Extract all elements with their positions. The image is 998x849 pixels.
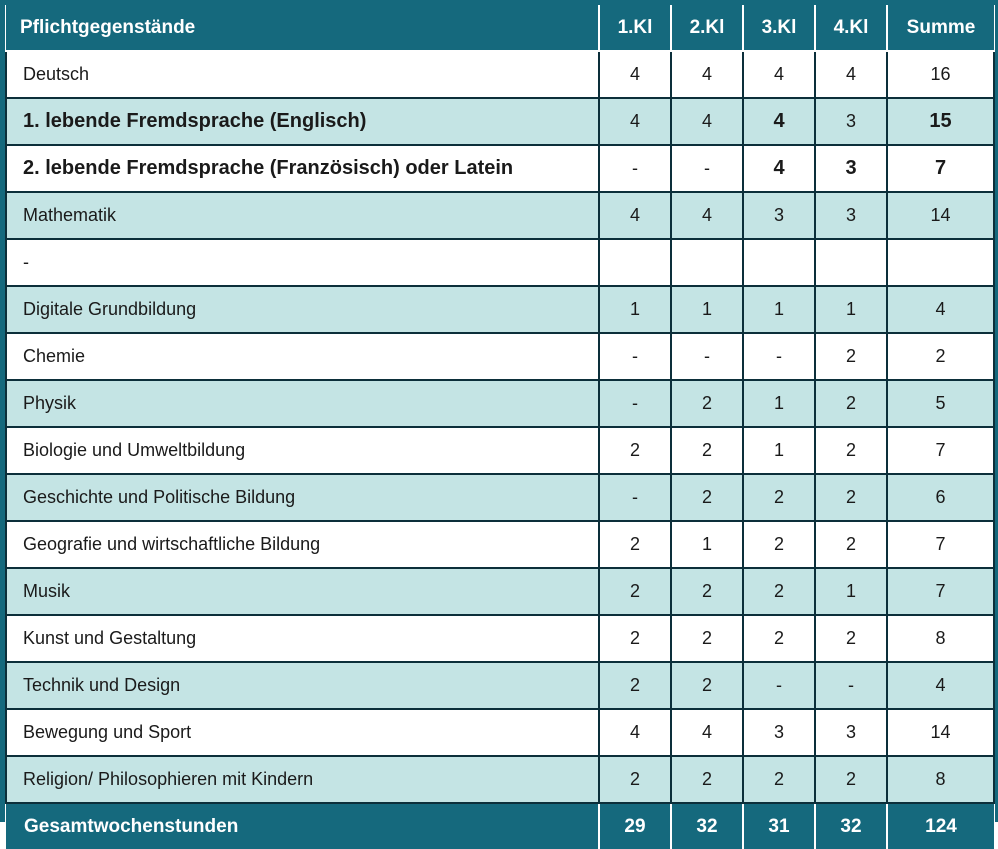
header-row: [6, 5, 994, 51]
header-class-3: 3.Kl: [743, 5, 815, 51]
subject-cell: Mathematik: [6, 192, 599, 239]
hours-cell: -: [743, 333, 815, 380]
hours-cell: [599, 239, 671, 286]
hours-cell: 4: [815, 51, 887, 98]
hours-cell: -: [743, 662, 815, 709]
subject-cell: Musik: [6, 568, 599, 615]
sum-cell: 7: [887, 145, 994, 192]
hours-cell: 4: [743, 51, 815, 98]
hours-cell: -: [815, 662, 887, 709]
subject-cell: Technik und Design: [6, 662, 599, 709]
sum-cell: 16: [887, 51, 994, 98]
hours-cell: 2: [815, 380, 887, 427]
table-row: [6, 756, 994, 803]
hours-cell: 2: [815, 615, 887, 662]
hours-cell: -: [599, 474, 671, 521]
hours-cell: 2: [671, 615, 743, 662]
total-class-2: 32: [671, 803, 743, 849]
table-row: [6, 51, 994, 98]
hours-cell: 2: [599, 662, 671, 709]
table-row: [6, 286, 994, 333]
total-class-4: 32: [815, 803, 887, 849]
hours-cell: 2: [815, 756, 887, 803]
hours-cell: 2: [599, 568, 671, 615]
sum-cell: 5: [887, 380, 994, 427]
table-row: [6, 239, 994, 286]
sum-cell: 2: [887, 333, 994, 380]
table-row: [6, 145, 994, 192]
sum-cell: 4: [887, 286, 994, 333]
sum-cell: 6: [887, 474, 994, 521]
table-row: [6, 474, 994, 521]
subject-cell: Bewegung und Sport: [6, 709, 599, 756]
sum-cell: [887, 239, 994, 286]
hours-cell: 1: [671, 521, 743, 568]
header-class-4: 4.Kl: [815, 5, 887, 51]
subject-cell: Geschichte und Politische Bildung: [6, 474, 599, 521]
hours-cell: 2: [671, 380, 743, 427]
hours-cell: 4: [599, 51, 671, 98]
header-subject: Pflichtgegenstände: [6, 5, 599, 51]
hours-cell: 2: [743, 521, 815, 568]
hours-cell: 2: [671, 662, 743, 709]
hours-cell: 4: [599, 709, 671, 756]
hours-cell: 2: [671, 474, 743, 521]
hours-cell: -: [599, 380, 671, 427]
hours-cell: [815, 239, 887, 286]
hours-cell: 2: [815, 333, 887, 380]
table-row: [6, 333, 994, 380]
hours-cell: 3: [815, 145, 887, 192]
table-row: [6, 98, 994, 145]
hours-cell: -: [671, 145, 743, 192]
hours-cell: 4: [743, 145, 815, 192]
hours-cell: 4: [671, 709, 743, 756]
hours-cell: 1: [743, 427, 815, 474]
table-row: [6, 709, 994, 756]
hours-cell: 2: [671, 427, 743, 474]
hours-cell: 3: [815, 98, 887, 145]
hours-cell: 4: [599, 192, 671, 239]
hours-cell: 3: [815, 709, 887, 756]
sum-cell: 4: [887, 662, 994, 709]
table-row: [6, 521, 994, 568]
subject-cell: 1. lebende Fremdsprache (Englisch): [6, 98, 599, 145]
sum-cell: 15: [887, 98, 994, 145]
hours-cell: 2: [671, 568, 743, 615]
curriculum-table: [5, 5, 995, 849]
sum-cell: 14: [887, 709, 994, 756]
hours-cell: 4: [671, 98, 743, 145]
subject-cell: Kunst und Gestaltung: [6, 615, 599, 662]
hours-cell: 1: [599, 286, 671, 333]
subject-cell: Digitale Grundbildung: [6, 286, 599, 333]
hours-cell: -: [671, 333, 743, 380]
hours-cell: 2: [743, 568, 815, 615]
total-sum: 124: [887, 803, 994, 849]
hours-cell: 2: [815, 474, 887, 521]
table-row: [6, 380, 994, 427]
sum-cell: 7: [887, 568, 994, 615]
hours-cell: 2: [815, 521, 887, 568]
subject-cell: Chemie: [6, 333, 599, 380]
hours-cell: 4: [671, 192, 743, 239]
table-row: [6, 615, 994, 662]
hours-cell: [743, 239, 815, 286]
hours-cell: 2: [599, 756, 671, 803]
total-class-3: 31: [743, 803, 815, 849]
header-sum: Summe: [887, 5, 994, 51]
sum-cell: 8: [887, 756, 994, 803]
subject-cell: Deutsch: [6, 51, 599, 98]
hours-cell: 2: [599, 521, 671, 568]
hours-cell: -: [599, 333, 671, 380]
table-row: [6, 427, 994, 474]
total-row: [6, 803, 994, 849]
header-class-1: 1.Kl: [599, 5, 671, 51]
sum-cell: 7: [887, 427, 994, 474]
hours-cell: 2: [599, 427, 671, 474]
hours-cell: 2: [743, 615, 815, 662]
hours-cell: 2: [671, 756, 743, 803]
hours-cell: 4: [671, 51, 743, 98]
hours-cell: 3: [743, 192, 815, 239]
hours-cell: 2: [599, 615, 671, 662]
sum-cell: 8: [887, 615, 994, 662]
subject-cell: Geografie und wirtschaftliche Bildung: [6, 521, 599, 568]
hours-cell: 4: [743, 98, 815, 145]
hours-cell: [671, 239, 743, 286]
hours-cell: 4: [599, 98, 671, 145]
sum-cell: 7: [887, 521, 994, 568]
hours-cell: 2: [743, 474, 815, 521]
table-row: [6, 662, 994, 709]
hours-cell: 3: [743, 709, 815, 756]
table-row: [6, 568, 994, 615]
subject-cell: Physik: [6, 380, 599, 427]
hours-cell: 1: [815, 286, 887, 333]
header-class-2: 2.Kl: [671, 5, 743, 51]
subject-cell: -: [6, 239, 599, 286]
subject-cell: Biologie und Umweltbildung: [6, 427, 599, 474]
subject-cell: 2. lebende Fremdsprache (Französisch) oder Latein: [6, 145, 599, 192]
total-class-1: 29: [599, 803, 671, 849]
hours-cell: 3: [815, 192, 887, 239]
subject-cell: Religion/ Philosophieren mit Kindern: [6, 756, 599, 803]
table-row: [6, 192, 994, 239]
hours-cell: 1: [743, 380, 815, 427]
hours-cell: 2: [815, 427, 887, 474]
hours-cell: -: [599, 145, 671, 192]
hours-cell: 2: [743, 756, 815, 803]
hours-cell: 1: [671, 286, 743, 333]
hours-cell: 1: [743, 286, 815, 333]
hours-cell: 1: [815, 568, 887, 615]
sum-cell: 14: [887, 192, 994, 239]
total-label: Gesamtwochenstunden: [6, 803, 599, 849]
